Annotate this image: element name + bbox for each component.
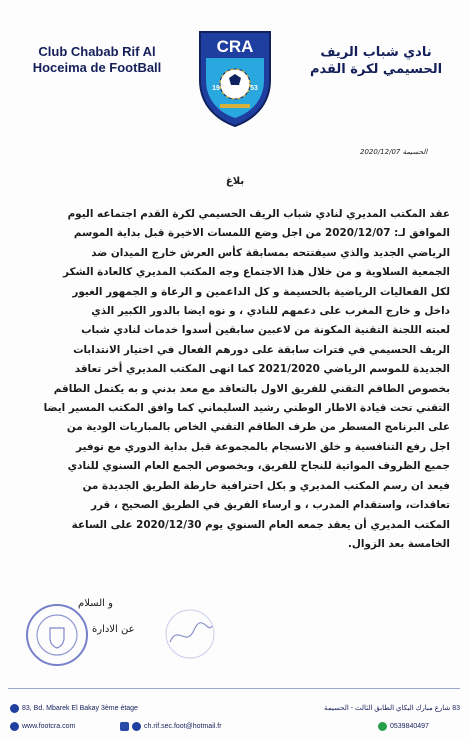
document-title: بلاغ: [225, 176, 245, 187]
logo-year-left: 19: [212, 85, 220, 92]
body-line: الموافق لـ: 2020/12/07 من اجل وضع اللمسات الاخيرة قبل بداية الموسم: [73, 227, 450, 240]
location-icon: [10, 704, 19, 713]
signature-label: عن الادارة: [92, 624, 135, 635]
footer-email[interactable]: ch.rif.sec.foot@hotmail.fr: [144, 723, 222, 730]
club-stamp: [24, 602, 90, 668]
club-name-arabic: نادي شباب الريف الحسيمي لكرة القدم: [309, 45, 443, 77]
body-line: الجديدة للموسم الرياضي 2021/2020 كما انهى المكتب المديري أخر تعاقد: [74, 363, 450, 376]
body-line: التقني تحت قيادة الاطار الوطني رشيد السليماني كما وافق المكتب المسير ايضا: [43, 402, 450, 415]
document-date: الحسيمة 2020/12/07: [360, 148, 428, 156]
club-name-french: Club Chabab Rif Al Hoceima de FootBall: [32, 44, 162, 75]
whatsapp-icon: [378, 722, 387, 731]
document-body: [38, 205, 450, 554]
footer-address-ar-row: [236, 704, 460, 712]
body-line: جميع الظروف المواتية للنجاح للفريق، وبخصوص الجمع العام السنوي للنادي: [67, 460, 450, 473]
logo-year-right: 53: [250, 85, 258, 92]
footer-address-fr: 83, Bd. Mbarek El Bakay 3ème étage: [22, 705, 138, 712]
closing-text: و السلام: [78, 598, 113, 609]
body-line: المكتب المديري أن يعقد جمعه العام السنوي يوم 2020/12/30 على الساعة: [71, 518, 450, 531]
body-line: عقد المكتب المديري لنادي شباب الريف الحسيمي لكرة القدم اجتماعه اليوم: [67, 208, 450, 220]
letter-footer: [0, 690, 470, 742]
body-line: فيعد ان رسم المكتب المديري و بكل احترافية خارطة الطريق الجديدة من: [82, 479, 450, 492]
body-line: على البرنامج المسطر من طرف الطاقم التقني الخاص بالمباريات الودية من: [66, 421, 450, 434]
body-line: داخل و خارج المغرب على دعمهم للنادي ، و نوه ايضا بالدور الكبير الذي: [91, 305, 450, 318]
footer-address-ar: 83 شارع مبارك البكاي الطابق الثالث - الحسيمة: [324, 705, 460, 712]
logo-acronym: CRA: [216, 37, 254, 56]
footer-website-row: [10, 722, 75, 731]
footer-phone[interactable]: 0539840497: [390, 723, 429, 730]
footer-address-fr-row: [10, 704, 138, 713]
club-logo: [196, 28, 274, 128]
footer-phone-row: [378, 722, 429, 731]
body-line: لعبته اللجنة التقنية المكونة من لاعبين سابقين أسدوا خدمات لنادي شباب: [81, 324, 450, 337]
body-line: تعاقدات، واستقدام المدرب ، و ارساء الفريق في الطريق الصحيح ، قرر: [90, 499, 450, 512]
body-line: بخصوص الطاقم التقني للفريق الاول بالتعاقد مع معد بدني و به يكتمل الطاقم: [53, 382, 450, 395]
facebook-icon: [120, 722, 129, 731]
body-line: الجمعية السلاوية و من خلال هذا الاجتماع وجه المكتب المديري كالعادة الشكر: [62, 266, 450, 279]
email-icon: [132, 722, 141, 731]
body-line: لكل الفعاليات الرياضية بالحسيمة و كل الداعمين و الرعاة و الجمهور الغيور: [72, 285, 450, 298]
body-line: اجل رفع التنافسية و خلق الانسجام بالمجموعة قبل بداية الدوري مع توفير: [75, 440, 450, 453]
body-line: الرياضي الجديد والذي سيفتتحه بمسابقة كأس العرش خارج الميدان ضد: [91, 246, 450, 259]
body-line: الريف الحسيمي في فترات سابقة على دورهم الفعال في اختيار الانتدابات: [73, 343, 450, 356]
body-line: الخامسة بعد الزوال.: [347, 537, 450, 550]
footer-website[interactable]: www.footcra.com: [22, 723, 76, 730]
signature-scribble: [160, 604, 220, 664]
footer-email-row: [120, 722, 222, 731]
footer-divider: [8, 688, 460, 689]
globe-icon: [10, 722, 19, 731]
